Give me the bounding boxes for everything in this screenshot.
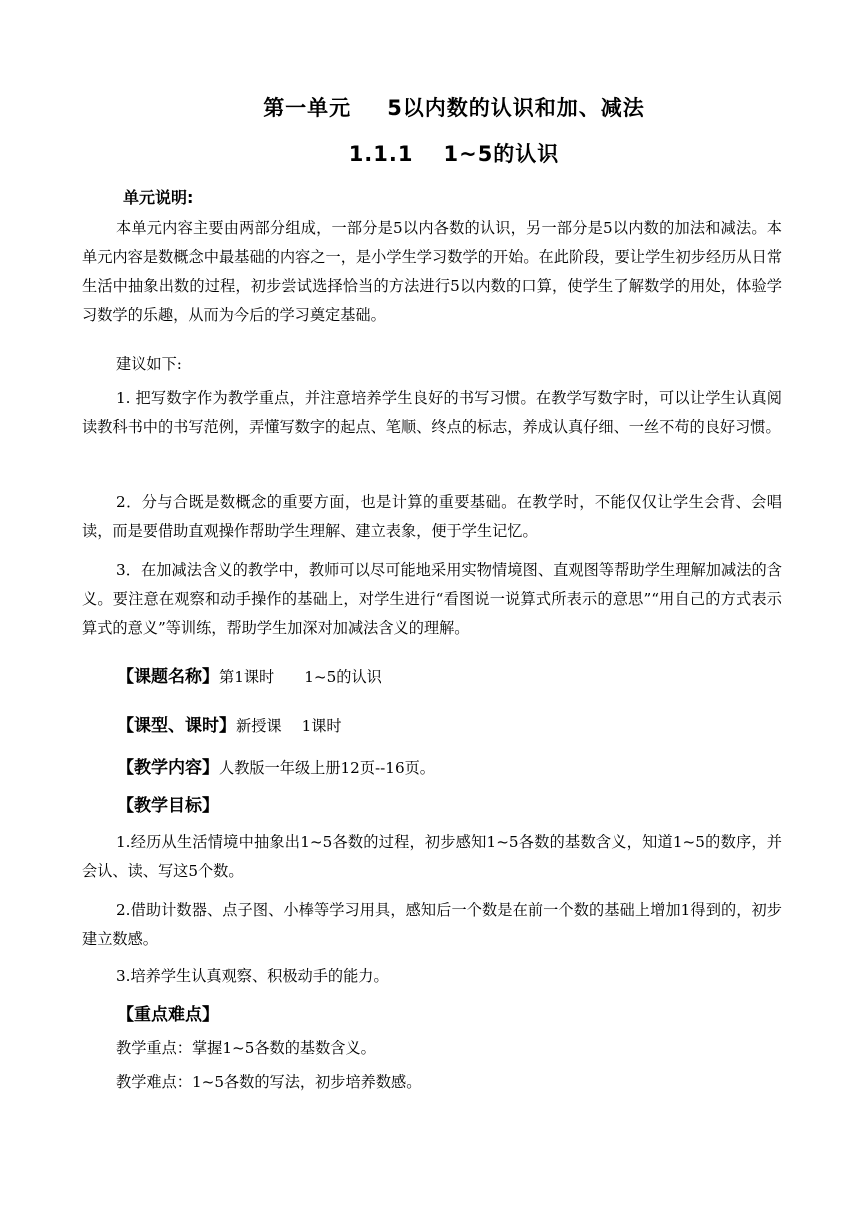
suggestion-3 xyxy=(82,556,782,643)
lesson-name-label: 【课题名称】 xyxy=(117,667,219,687)
lesson-type-label: 【课型、课时】 xyxy=(117,716,236,736)
paragraph-text: 1.经历从生活情境中抽象出1~5各数的过程，初步感知1~5各数的基数含义，知道1~5的数序，并会认、读、写这5个数。 xyxy=(82,833,782,880)
paragraph-text: 建议如下: xyxy=(116,355,182,373)
unit-number: 第一单元 xyxy=(263,96,352,120)
key-point-difficulty xyxy=(82,1068,782,1097)
lesson-title xyxy=(0,138,860,168)
goals-heading: 【教学目标】 xyxy=(117,796,219,816)
unit-intro-label: 单元说明: xyxy=(123,188,194,207)
paragraph-text: 2．分与合既是数概念的重要方面，也是计算的重要基础。在教学时，不能仅仅让学生会背、会唱读，而是要借助直观操作帮助学生理解、建立表象，便于学生记忆。 xyxy=(82,493,782,540)
lesson-content-row xyxy=(117,753,435,778)
lesson-hours: 1课时 xyxy=(301,717,342,735)
lesson-content: 人教版一年级上册12页--16页。 xyxy=(219,759,435,777)
goal-3 xyxy=(82,962,782,991)
suggestion-1 xyxy=(82,384,782,442)
lesson-period: 第1课时 xyxy=(219,668,275,686)
unit-title xyxy=(0,92,860,122)
paragraph-text: 教学重点：掌握1~5各数的基数含义。 xyxy=(116,1039,376,1057)
paragraph-text: 3．在加减法含义的教学中，教师可以尽可能地采用实物情境图、直观图等帮助学生理解加减法的含义。要注意在观察和动手操作的基础上，对学生进行“看图说一说算式所表示的意思”“用自己的方式表示算式的意义”等训练，帮助学生加深对加减法含义的理解。 xyxy=(82,561,782,637)
paragraph-text: 教学难点：1~5各数的写法，初步培养数感。 xyxy=(116,1073,422,1091)
goal-1 xyxy=(82,828,782,886)
lesson-name: 1~5的认识 xyxy=(443,142,560,166)
lesson-name-row xyxy=(117,662,382,687)
paragraph-text: 1. 把写数字作为教学重点，并注意培养学生良好的书写习惯。在教学写数字时，可以让学生认真阅读教科书中的书写范例，弄懂写数字的起点、笔顺、终点的标志，养成认真仔细、一丝不苟的良好习惯。 xyxy=(82,389,782,436)
lesson-content-label: 【教学内容】 xyxy=(117,758,219,778)
lesson-type-row xyxy=(117,711,342,736)
lesson-type: 新授课 xyxy=(236,717,282,735)
key-point-focus xyxy=(82,1034,782,1063)
paragraph-text: 本单元内容主要由两部分组成，一部分是5以内各数的认识，另一部分是5以内数的加法和减法。本单元内容是数概念中最基础的内容之一，是小学生学习数学的开始。在此阶段，要让学生初步经历从日常生活中抽象出数的过程，初步尝试选择恰当的方法进行5以内数的口算，使学生了解数学的用处，体验学习数学的乐趣，从而为今后的学习奠定基础。 xyxy=(82,219,782,324)
key-points-heading: 【重点难点】 xyxy=(117,1005,219,1025)
lesson-topic: 1~5的认识 xyxy=(304,668,382,686)
unit-intro-paragraph xyxy=(82,214,782,330)
lesson-number: 1.1.1 xyxy=(348,142,414,166)
paragraph-text: 2.借助计数器、点子图、小棒等学习用具，感知后一个数是在前一个数的基础上增加1得到的，初步建立数感。 xyxy=(82,901,782,948)
unit-name: 5以内数的认识和加、减法 xyxy=(387,96,645,120)
goal-2 xyxy=(82,896,782,954)
suggestion-2 xyxy=(82,488,782,546)
suggest-label xyxy=(82,350,782,379)
paragraph-text: 3.培养学生认真观察、积极动手的能力。 xyxy=(116,967,389,985)
